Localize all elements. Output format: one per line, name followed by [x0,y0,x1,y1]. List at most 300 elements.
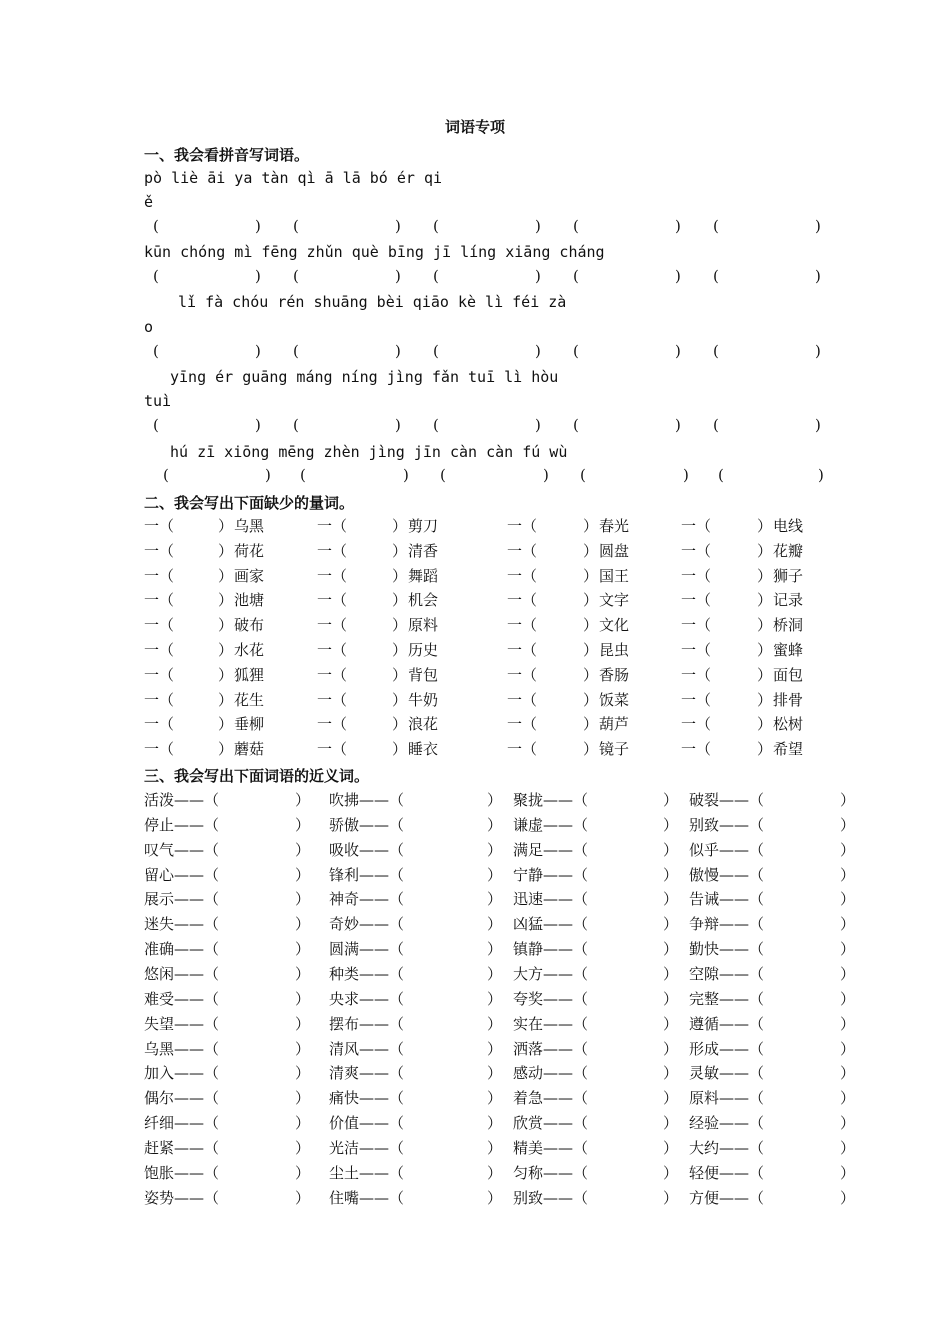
measure-close: ） [218,541,234,560]
synonym-close: ） [487,815,503,834]
measure-prefix: 一（ [317,566,348,585]
synonym-close: ） [487,1114,503,1133]
synonym-close: ） [487,1188,503,1207]
synonym-close: ） [487,964,503,983]
bracket-close: ) [255,416,261,434]
synonym-close: ） [295,964,311,983]
synonym-word: 神奇 [329,890,360,909]
synonym-close: ） [487,1064,503,1083]
synonym-word: 傲慢 [689,865,720,884]
bracket-close: ) [395,267,401,285]
measure-prefix: 一（ [144,715,175,734]
measure-noun: 松树 [773,715,804,734]
synonym-close: ） [487,840,503,859]
measure-noun: 狐狸 [234,665,265,684]
synonym-close: ） [295,915,311,934]
synonym-dash-bracket: ——（ [543,840,589,859]
bracket-close: ) [255,342,261,360]
measure-prefix: 一（ [144,541,175,560]
synonym-close: ） [840,964,856,983]
bracket-open: ( [718,466,724,484]
bracket-open: ( [163,466,169,484]
measure-close: ） [392,740,408,759]
measure-noun: 葫芦 [599,715,630,734]
measure-close: ） [392,616,408,635]
synonym-word: 别致 [513,1188,544,1207]
synonym-dash-bracket: ——（ [543,1014,589,1033]
synonym-dash-bracket: ——（ [543,1114,589,1133]
measure-prefix: 一（ [144,616,175,635]
synonym-word: 住嘴 [329,1188,360,1207]
synonym-word: 偶尔 [144,1089,175,1108]
synonym-dash-bracket: ——（ [719,1089,765,1108]
measure-close: ） [583,517,599,535]
measure-close: ） [392,641,408,659]
synonym-dash-bracket: ——（ [359,1064,405,1083]
synonym-dash-bracket: ——（ [543,1163,589,1182]
measure-noun: 花瓣 [773,541,804,560]
synonym-dash-bracket: ——（ [359,964,405,983]
measure-prefix: 一（ [317,616,348,635]
measure-noun: 清香 [408,541,439,560]
synonym-word: 洒落 [513,1039,544,1058]
pinyin-line: kūn chóng mì fēng zhǔn què bīng jī líng xiāng cháng [144,243,605,261]
measure-noun: 文化 [599,616,630,635]
synonym-close: ） [663,840,679,859]
synonym-word: 奇妙 [329,915,360,934]
bracket-close: ) [395,416,401,434]
synonym-close: ） [840,890,856,909]
measure-noun: 睡衣 [408,740,439,759]
bracket-open: ( [300,466,306,484]
bracket-close: ) [815,342,821,360]
bracket-close: ) [403,466,409,484]
synonym-dash-bracket: ——（ [543,1188,589,1207]
synonym-word: 加入 [144,1064,175,1083]
synonym-word: 活泼 [144,791,175,809]
synonym-close: ） [663,964,679,983]
bracket-open: ( [293,416,299,434]
measure-prefix: 一（ [507,616,538,635]
synonym-close: ） [295,815,311,834]
synonym-word: 凶猛 [513,915,544,934]
measure-noun: 垂柳 [234,715,265,734]
synonym-dash-bracket: ——（ [359,1014,405,1033]
measure-noun: 机会 [408,591,439,610]
synonym-close: ） [840,1014,856,1033]
measure-noun: 池塘 [234,591,265,610]
bracket-close: ) [675,416,681,434]
synonym-close: ） [487,1138,503,1157]
section1-heading: 一、我会看拼音写词语。 [144,146,310,164]
measure-prefix: 一（ [144,740,175,759]
synonym-dash-bracket: ——（ [719,890,765,909]
synonym-dash-bracket: ——（ [174,865,220,884]
measure-close: ） [757,616,773,635]
synonym-close: ） [663,989,679,1008]
bracket-close: ) [683,466,689,484]
measure-prefix: 一（ [681,715,712,734]
measure-noun: 狮子 [773,566,804,585]
synonym-close: ） [840,1039,856,1058]
measure-prefix: 一（ [317,591,348,610]
synonym-dash-bracket: ——（ [174,1089,220,1108]
synonym-close: ） [840,1163,856,1182]
measure-noun: 蜜蜂 [773,641,804,659]
synonym-close: ） [487,940,503,959]
synonym-dash-bracket: ——（ [543,815,589,834]
bracket-open: ( [153,342,159,360]
measure-prefix: 一（ [507,690,538,709]
measure-prefix: 一（ [507,517,538,535]
synonym-dash-bracket: ——（ [543,1089,589,1108]
synonym-dash-bracket: ——（ [719,1138,765,1157]
measure-prefix: 一（ [144,690,175,709]
pinyin-line: o [144,318,154,336]
bracket-close: ) [543,466,549,484]
synonym-word: 清风 [329,1039,360,1058]
measure-prefix: 一（ [681,591,712,610]
measure-close: ） [583,690,599,709]
measure-noun: 桥洞 [773,616,804,635]
synonym-close: ） [663,1089,679,1108]
synonym-dash-bracket: ——（ [719,815,765,834]
synonym-word: 痛快 [329,1089,360,1108]
synonym-word: 原料 [689,1089,720,1108]
synonym-dash-bracket: ——（ [174,1163,220,1182]
synonym-close: ） [840,1138,856,1157]
synonym-close: ） [295,865,311,884]
synonym-dash-bracket: ——（ [359,1114,405,1133]
synonym-word: 感动 [513,1064,544,1083]
measure-noun: 排骨 [773,690,804,709]
synonym-dash-bracket: ——（ [174,890,220,909]
measure-prefix: 一（ [507,591,538,610]
measure-noun: 圆盘 [599,541,630,560]
synonym-dash-bracket: ——（ [719,940,765,959]
synonym-word: 空隙 [689,964,720,983]
measure-noun: 历史 [408,641,439,659]
synonym-close: ） [840,1089,856,1108]
measure-close: ） [757,566,773,585]
bracket-open: ( [713,416,719,434]
synonym-word: 吹拂 [329,791,360,809]
measure-prefix: 一（ [317,740,348,759]
synonym-word: 精美 [513,1138,544,1157]
synonym-close: ） [295,940,311,959]
measure-prefix: 一（ [317,541,348,560]
measure-noun: 剪刀 [408,517,439,535]
answer-bracket-row [0,341,950,361]
bracket-close: ) [535,416,541,434]
synonym-word: 饱胀 [144,1163,175,1182]
measure-close: ） [757,591,773,610]
measure-prefix: 一（ [317,715,348,734]
synonym-dash-bracket: ——（ [359,940,405,959]
measure-noun: 记录 [773,591,804,610]
measure-close: ） [218,641,234,659]
measure-prefix: 一（ [144,641,175,659]
bracket-open: ( [433,267,439,285]
synonym-word: 遵循 [689,1014,720,1033]
measure-close: ） [392,690,408,709]
synonym-dash-bracket: ——（ [174,964,220,983]
synonym-dash-bracket: ——（ [543,915,589,934]
synonym-dash-bracket: ——（ [543,1064,589,1083]
bracket-close: ) [815,217,821,235]
synonym-close: ） [487,1014,503,1033]
synonym-dash-bracket: ——（ [543,989,589,1008]
synonym-close: ） [663,1114,679,1133]
synonym-word: 勤快 [689,940,720,959]
measure-prefix: 一（ [507,566,538,585]
synonym-dash-bracket: ——（ [174,1014,220,1033]
synonym-close: ） [663,791,679,809]
synonym-word: 似乎 [689,840,720,859]
synonym-close: ） [840,791,856,809]
bracket-close: ) [265,466,271,484]
synonym-dash-bracket: ——（ [174,1188,220,1207]
synonym-dash-bracket: ——（ [543,1039,589,1058]
bracket-close: ) [395,217,401,235]
pinyin-line: lǐ fà chóu rén shuāng bèi qiāo kè lì féi zà [178,293,567,311]
synonym-close: ） [295,1089,311,1108]
synonym-dash-bracket: ——（ [174,1138,220,1157]
synonym-dash-bracket: ——（ [719,989,765,1008]
measure-close: ） [757,690,773,709]
measure-close: ） [583,566,599,585]
bracket-close: ) [255,217,261,235]
bracket-open: ( [153,217,159,235]
measure-noun: 春光 [599,517,630,535]
answer-bracket-row [0,415,950,435]
synonym-word: 赶紧 [144,1138,175,1157]
bracket-open: ( [573,267,579,285]
synonym-word: 准确 [144,940,175,959]
measure-noun: 荷花 [234,541,265,560]
synonym-close: ） [295,890,311,909]
bracket-open: ( [713,217,719,235]
bracket-open: ( [293,217,299,235]
measure-close: ） [392,715,408,734]
synonym-word: 匀称 [513,1163,544,1182]
measure-prefix: 一（ [317,690,348,709]
measure-noun: 背包 [408,665,439,684]
pinyin-line: hú zī xiōng mēng zhèn jìng jīn càn càn fú wù [170,443,568,461]
measure-close: ） [757,740,773,759]
synonym-dash-bracket: ——（ [174,840,220,859]
page-title: 词语专项 [444,118,505,136]
measure-prefix: 一（ [681,665,712,684]
synonym-word: 灵敏 [689,1064,720,1083]
bracket-close: ) [535,342,541,360]
synonym-close: ） [295,989,311,1008]
synonym-word: 锋利 [329,865,360,884]
measure-prefix: 一（ [507,641,538,659]
synonym-dash-bracket: ——（ [719,964,765,983]
synonym-close: ） [840,840,856,859]
pinyin-line: pò liè āi ya tàn qì ā lā bó ér qi [144,169,443,187]
measure-close: ） [218,690,234,709]
bracket-open: ( [580,466,586,484]
synonym-dash-bracket: ——（ [359,1039,405,1058]
synonym-close: ） [663,865,679,884]
synonym-close: ） [663,1163,679,1182]
bracket-open: ( [440,466,446,484]
measure-noun: 舞蹈 [408,566,439,585]
synonym-close: ） [840,815,856,834]
synonym-dash-bracket: ——（ [719,1188,765,1207]
measure-noun: 蘑菇 [234,740,265,759]
synonym-dash-bracket: ——（ [719,1114,765,1133]
measure-prefix: 一（ [144,517,175,535]
synonym-dash-bracket: ——（ [359,915,405,934]
synonym-close: ） [295,1188,311,1207]
synonym-dash-bracket: ——（ [719,1064,765,1083]
bracket-close: ) [675,342,681,360]
synonym-word: 光洁 [329,1138,360,1157]
bracket-close: ) [255,267,261,285]
measure-close: ） [757,715,773,734]
measure-noun: 电线 [773,517,804,535]
measure-close: ） [583,665,599,684]
synonym-word: 骄傲 [329,815,360,834]
measure-close: ） [392,541,408,560]
synonym-close: ） [663,1064,679,1083]
synonym-word: 价值 [329,1114,360,1133]
measure-close: ） [583,641,599,659]
answer-bracket-row [0,266,950,286]
measure-close: ） [218,715,234,734]
measure-noun: 希望 [773,740,804,759]
measure-close: ） [583,740,599,759]
synonym-word: 大约 [689,1138,720,1157]
synonym-dash-bracket: ——（ [359,989,405,1008]
synonym-close: ） [663,1039,679,1058]
measure-close: ） [218,665,234,684]
bracket-open: ( [153,267,159,285]
bracket-open: ( [433,217,439,235]
synonym-dash-bracket: ——（ [174,1114,220,1133]
measure-noun: 破布 [234,616,265,635]
synonym-word: 迅速 [513,890,544,909]
synonym-close: ） [295,1039,311,1058]
synonym-close: ） [487,1089,503,1108]
synonym-word: 失望 [144,1014,175,1033]
section2-heading: 二、我会写出下面缺少的量词。 [144,494,355,512]
synonym-close: ） [840,865,856,884]
measure-close: ） [392,566,408,585]
bracket-close: ) [675,217,681,235]
measure-close: ） [218,616,234,635]
synonym-word: 方便 [689,1188,720,1207]
synonym-close: ） [840,940,856,959]
synonym-word: 夸奖 [513,989,544,1008]
bracket-open: ( [713,342,719,360]
synonym-close: ） [295,1014,311,1033]
synonym-close: ） [295,791,311,809]
pinyin-line: tuì [144,392,172,410]
synonym-dash-bracket: ——（ [174,940,220,959]
synonym-close: ） [487,915,503,934]
measure-noun: 饭菜 [599,690,630,709]
synonym-close: ） [487,1163,503,1182]
synonym-word: 姿势 [144,1188,175,1207]
synonym-dash-bracket: ——（ [543,791,589,809]
measure-prefix: 一（ [681,740,712,759]
bracket-close: ) [395,342,401,360]
bracket-open: ( [573,217,579,235]
bracket-close: ) [815,416,821,434]
synonym-close: ） [840,1064,856,1083]
synonym-word: 悠闲 [144,964,175,983]
synonym-close: ） [295,1138,311,1157]
synonym-dash-bracket: ——（ [359,1163,405,1182]
synonym-dash-bracket: ——（ [174,791,220,809]
measure-noun: 花生 [234,690,265,709]
synonym-word: 留心 [144,865,175,884]
measure-prefix: 一（ [681,517,712,535]
measure-close: ） [583,715,599,734]
synonym-word: 争辩 [689,915,720,934]
synonym-word: 展示 [144,890,175,909]
measure-prefix: 一（ [507,715,538,734]
synonym-close: ） [663,940,679,959]
synonym-close: ） [663,890,679,909]
measure-close: ） [218,517,234,535]
synonym-close: ） [840,1114,856,1133]
synonym-word: 聚拢 [513,791,544,809]
measure-prefix: 一（ [317,641,348,659]
synonym-word: 尘土 [329,1163,360,1182]
measure-prefix: 一（ [144,665,175,684]
synonym-word: 欣赏 [513,1114,544,1133]
synonym-dash-bracket: ——（ [359,840,405,859]
synonym-dash-bracket: ——（ [719,1039,765,1058]
synonym-dash-bracket: ——（ [719,1163,765,1182]
synonym-dash-bracket: ——（ [359,1089,405,1108]
measure-prefix: 一（ [317,665,348,684]
measure-prefix: 一（ [681,616,712,635]
measure-noun: 水花 [234,641,265,659]
section3-heading: 三、我会写出下面词语的近义词。 [144,767,370,785]
synonym-word: 难受 [144,989,175,1008]
answer-bracket-row [0,216,950,236]
synonym-word: 破裂 [689,791,720,809]
synonym-dash-bracket: ——（ [359,1138,405,1157]
synonym-word: 摆布 [329,1014,360,1033]
synonym-close: ） [663,1138,679,1157]
measure-close: ） [218,591,234,610]
synonym-word: 经验 [689,1114,720,1133]
bracket-open: ( [713,267,719,285]
synonym-word: 停止 [144,815,175,834]
bracket-close: ) [535,267,541,285]
synonym-word: 着急 [513,1089,544,1108]
measure-close: ） [392,591,408,610]
bracket-open: ( [293,267,299,285]
measure-prefix: 一（ [681,690,712,709]
pinyin-line: ě [144,193,154,211]
measure-noun: 面包 [773,665,804,684]
synonym-word: 满足 [513,840,544,859]
synonym-dash-bracket: ——（ [359,791,405,809]
measure-noun: 文字 [599,591,630,610]
measure-prefix: 一（ [144,591,175,610]
bracket-close: ) [535,217,541,235]
synonym-close: ） [840,1188,856,1207]
synonym-close: ） [663,1014,679,1033]
